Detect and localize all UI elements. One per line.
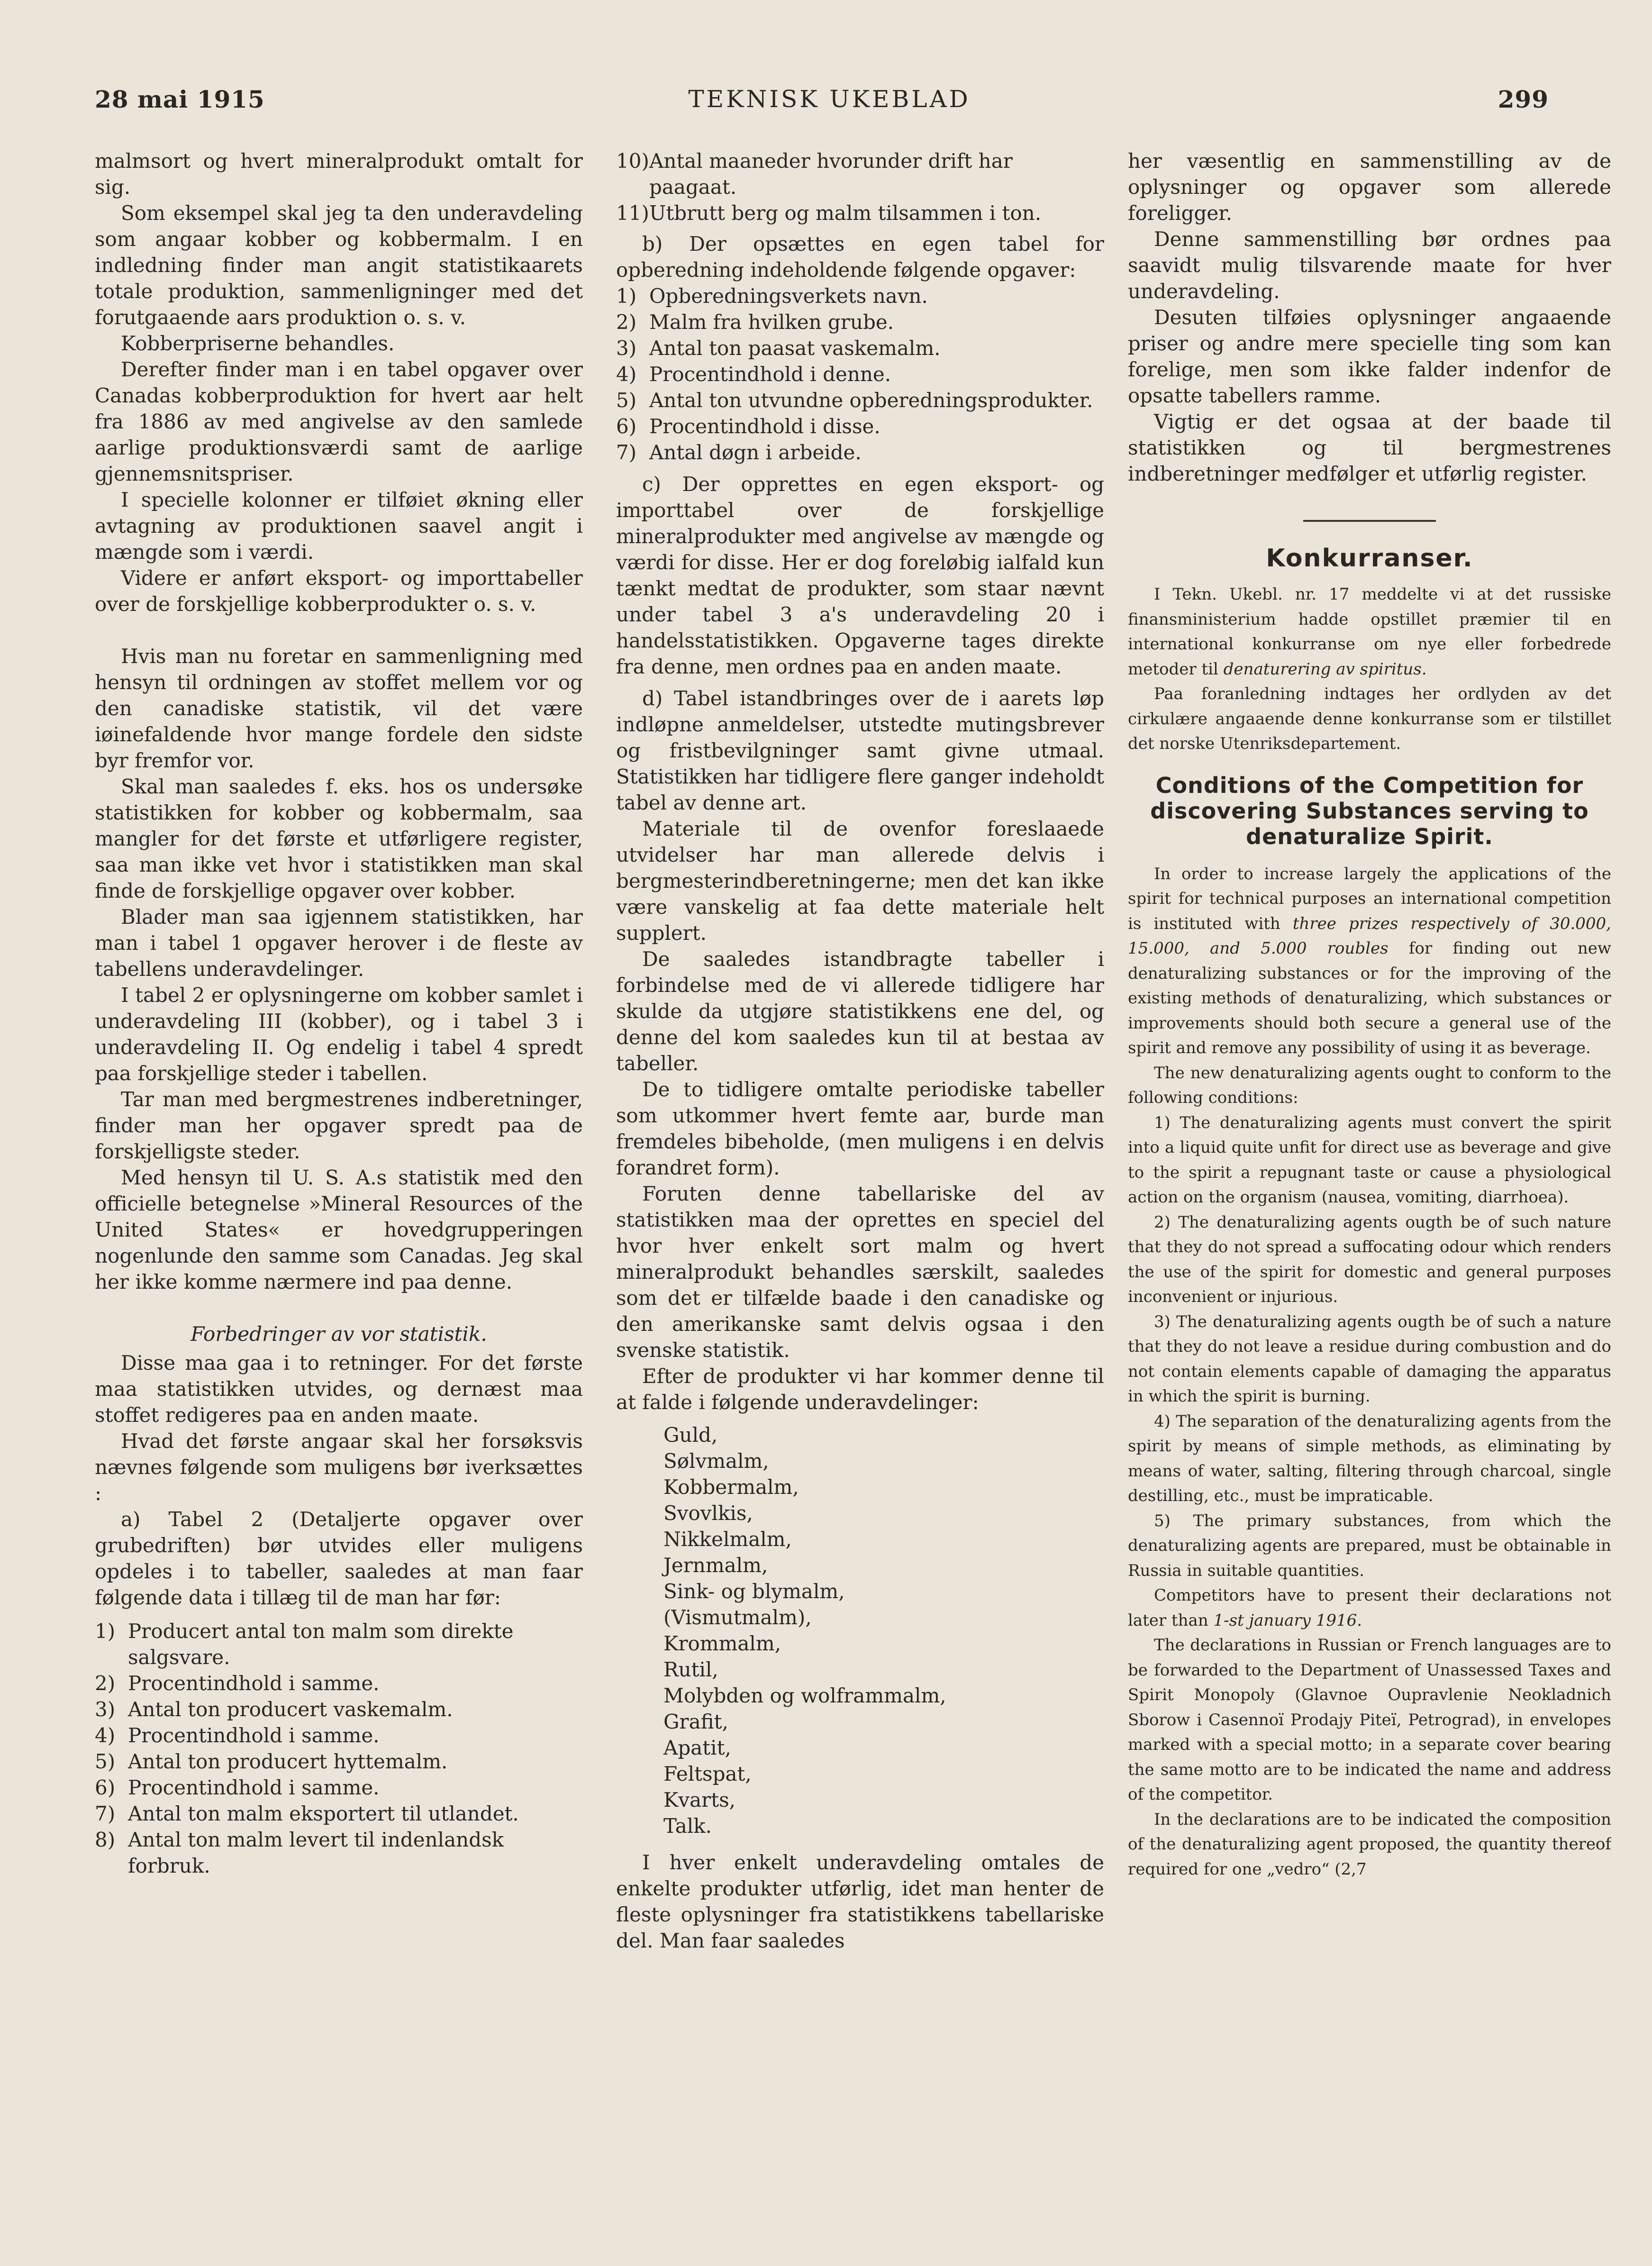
paragraph: I specielle kolonner er tilføiet økning eller avtagning av produktionen saavel angit i mængde som i værdi.	[95, 488, 583, 564]
list-item: Sølvmalm,	[663, 1449, 769, 1473]
list-item: (Vismutmalm),	[663, 1606, 812, 1629]
list-item: Apatit,	[663, 1736, 731, 1759]
product-list	[616, 1422, 1104, 1839]
paragraph: Hvis man nu foretar en sammenligning med hensyn til ordningen av stoffet mellem vor og den canadiske statistik, vil det være iøinefaldende hvor mange fordele den sidste byr fremfor vor.	[95, 645, 583, 772]
column-middle	[616, 148, 1104, 2186]
paragraph: The new denaturalizing agents ought to conform to the following conditions:	[1128, 1063, 1611, 1107]
paragraph: I tabel 2 er oplysningerne om kobber samlet i underavdeling III (kobber), og i tabel 3 i underavdeling II. Og endelig i tabel 4 spredt paa forskjellige steder i tabellen.	[95, 983, 583, 1085]
paragraph: Foruten denne tabellariske del av statistikken maa der oprettes en speciel del hvor hver enkelt sort malm og hvert mineralprodukt behandles særskilt, saaledes som det er tilfælde baade i den canadiske og den amerikanske samt delvis ogsaa i den svenske statistik.	[616, 1182, 1104, 1362]
paragraph: Desuten tilføies oplysninger angaaende priser og andre mere specielle ting som kan forelige, men som ikke falder indenfor de opsatte tabellers ramme.	[1128, 306, 1611, 407]
list-item: 2) Malm fra hvilken grube.	[616, 310, 894, 334]
condition-item: 2) The denaturalizing agents ougth be of such nature that they do not spread a suffocating odour which renders the use of the spirit for domestic and general purposes inconvenient or injurious.	[1128, 1212, 1611, 1306]
page-number: 299	[1498, 85, 1549, 113]
paragraph: Videre er anført eksport- og importtabeller over de forskjellige kobberprodukter o. s. v.	[95, 566, 583, 616]
list-item: Rutil,	[663, 1658, 718, 1681]
paragraph: d) Tabel istandbringes over de i aarets løp indløpne anmeldelser, utstedte mutingsbrever og fristbevilgninger samt givne utmaal. Statistikken har tidligere flere ganger indeholdt tabel av denne art.	[616, 687, 1104, 814]
data-list-a	[95, 1618, 583, 1879]
list-item: Svovlkis,	[663, 1502, 753, 1525]
list-item: 5) Antal ton producert hyttemalm.	[95, 1750, 448, 1773]
list-item: Kobbermalm,	[663, 1475, 799, 1499]
list-item: 3) Antal ton producert vaskemalm.	[95, 1698, 453, 1721]
data-list-b	[616, 283, 1104, 465]
paragraph: Vigtig er det ogsaa at der baade til statistikken og til bergmestrenes indberetninger medfølger et utførlig register.	[1128, 410, 1611, 485]
list-item: 3) Antal ton paasat vaskemalm.	[616, 337, 941, 360]
condition-item: 1) The denaturalizing agents must convert the spirit into a liquid quite unfit for direct use as beverage and give to the spirit a repugnant taste or cause a physiological action on the organism (nausea, vomiting, diarrhoea).	[1128, 1113, 1611, 1207]
paragraph: Skal man saaledes f. eks. hos os undersøke statistikken for kobber og kobbermalm, saa mangler for det første et utførligere register, saa man ikke vet hvor i statistikken man skal finde de forskjellige opgaver over kobber.	[95, 775, 583, 902]
list-item: Feltspat,	[663, 1762, 752, 1785]
list-item: Kvarts,	[663, 1788, 736, 1811]
list-item: 10) Antal maaneder hvorunder drift har paagaat.	[616, 149, 1013, 199]
paragraph: Competitors have to present their declarations not later than 1-st january 1916.	[1128, 1586, 1611, 1630]
paragraph: Materiale til de ovenfor foreslaaede utvidelser har man allerede delvis i bergmesterindberetningerne; men det kan ikke være vanskelig at faa dette materiale helt supplert.	[616, 817, 1104, 945]
paragraph: a) Tabel 2 (Detaljerte opgaver over grubedriften) bør utvides eller muligens opdeles i to tabeller, saaledes at man faar følgende data i tillæg til de man har før:	[95, 1508, 583, 1609]
paragraph: The declarations in Russian or French languages are to be forwarded to the Department of Unassessed Taxes and Spirit Monopoly (Glavnoe Oupravlenie Neokladnich Sborow i Casennoï Prodajy Piteï, Petrograd), in envelopes marked with a special motto; in a separate cover bearing the same motto are to be indicated the name and address of the competitor.	[1128, 1636, 1611, 1804]
list-item: 2) Procentindhold i samme.	[95, 1672, 380, 1695]
paragraph: Denne sammenstilling bør ordnes paa saavidt mulig tilsvarende maate for hver underavdeling.	[1128, 228, 1611, 303]
list-item: 5) Antal ton utvundne opberedningsprodukter.	[616, 389, 1093, 412]
paragraph: In order to increase largely the applications of the spirit for technical purposes an international competition is instituted with three prizes respectively of 30.000, 15.000, and 5.000 roubles for finding out new denaturalizing substances or for the improving of the existing methods of denaturalizing, which substances or improvements should both secure a general use of the spirit and remove any possibility of using it as beverage.	[1128, 864, 1611, 1057]
list-item: Krommalm,	[663, 1632, 781, 1655]
list-item: Molybden og wolframmalm,	[663, 1684, 946, 1707]
list-item: Sink- og blymalm,	[663, 1580, 845, 1603]
section-subheading: Forbedringer av vor statistik.	[191, 1322, 487, 1346]
paragraph: her væsentlig en sammenstilling av de oplysninger og opgaver som allerede foreligger.	[1128, 149, 1611, 225]
column-left	[95, 148, 583, 2186]
paragraph: Blader man saa igjennem statistikken, har man i tabel 1 opgaver herover i de fleste av tabellens underavdelinger.	[95, 905, 583, 981]
paragraph: De saaledes istandbragte tabeller i forbindelse med de vi allerede tidligere har skulde da utgjøre statistikkens ene del, og denne del kom saaledes kun til at bestaa av tabeller.	[616, 947, 1104, 1075]
paragraph: Disse maa gaa i to retninger. For det første maa statistikken utvides, og dernæst maa stoffet redigeres paa en anden maate.	[95, 1351, 583, 1427]
column-right	[1128, 148, 1611, 2186]
paragraph: malmsort og hvert mineralprodukt omtalt for sig.	[95, 149, 583, 199]
section-divider	[1303, 520, 1436, 522]
condition-item: 5) The primary substances, from which the denaturalizing agents are prepared, must be obtainable in Russia in suitable quantities.	[1128, 1511, 1611, 1580]
list-item: Talk.	[663, 1814, 712, 1838]
paragraph: Hvad det første angaar skal her forsøksvis nævnes følgende som muligens bør iverksættes :	[95, 1429, 583, 1505]
paragraph: Som eksempel skal jeg ta den underavdeling som angaar kobber og kobbermalm. I en indledning finder man angit statistikaarets totale produktion, sammenligninger med det forutgaaende aars produktion o. s. v.	[95, 201, 583, 329]
paragraph: Paa foranledning indtages her ordlyden av det cirkulære angaaende denne konkurranse som er tilstillet det norske Utenriksdepartement.	[1128, 684, 1611, 753]
condition-item: 3) The denaturalizing agents ougth be of such a nature that they do not leave a residue during combustion and do not contain elements capable of damaging the apparatus in which the spirit is burning.	[1128, 1312, 1611, 1406]
list-item: 11) Utbrutt berg og malm tilsammen i ton.	[616, 201, 1042, 225]
list-item: 1) Opberedningsverkets navn.	[616, 284, 928, 308]
condition-item: 4) The separation of the denaturalizing agents from the spirit by means of simple methods, as eliminating by means of water, salting, filtering through charcoal, single destilling, etc., must be impraticable.	[1128, 1411, 1611, 1505]
paragraph: c) Der opprettes en egen eksport- og importtabel over de forskjellige mineralprodukter med angivelse av mængde og værdi for disse. Her er dog foreløbig ialfald kun tænkt medtat de produkter, som staar nævnt under tabel 3 a's underavdeling 20 i handelsstatistikken. Opgaverne tages direkte fra denne, men ordnes paa en anden maate.	[616, 473, 1104, 678]
paragraph: Efter de produkter vi har kommer denne til at falde i følgende underavdelinger:	[616, 1365, 1104, 1414]
list-item: Grafit,	[663, 1710, 728, 1733]
section-title-konkurranser: Konkurranser.	[1266, 544, 1473, 573]
list-item: 7) Antal ton malm eksportert til utlandet.	[95, 1802, 519, 1825]
paragraph: b) Der opsættes en egen tabel for opberedning indeholdende følgende opgaver:	[616, 232, 1104, 282]
paragraph: Kobberpriserne behandles.	[121, 332, 395, 355]
paragraph: In the declarations are to be indicated the composition of the denaturalizing agent proposed, the quantity thereof required for one „vedro“ (2,7	[1128, 1810, 1611, 1879]
paragraph: I hver enkelt underavdeling omtales de enkelte produkter utførlig, idet man henter de fleste oplysninger fra statistikkens tabellariske del. Man faar saaledes	[616, 1851, 1104, 1952]
paragraph: De to tidligere omtalte periodiske tabeller som utkommer hvert femte aar, burde man fremdeles bibeholde, (men muligens i en delvis forandret form).	[616, 1078, 1104, 1179]
list-item: 6) Procentindhold i disse.	[616, 415, 880, 438]
list-item: Guld,	[663, 1423, 718, 1447]
journal-title: TEKNISK UKEBLAD	[688, 85, 971, 113]
data-list-a-continued	[616, 148, 1104, 226]
paragraph: Tar man med bergmestrenes indberetninger, finder man her opgaver spredt paa de forskjelligste steder.	[95, 1088, 583, 1163]
paragraph: I Tekn. Ukebl. nr. 17 meddelte vi at det russiske finansministerium hadde opstillet præmier til en international konkurranse om nye eller forbedrede metoder til denaturering av spiritus.	[1128, 585, 1611, 679]
list-item: 4) Procentindhold i samme.	[95, 1724, 380, 1747]
paragraph: Med hensyn til U. S. A.s statistik med den officielle betegnelse »Mineral Resources of the United States« er hovedgrupperingen nogenlunde den samme som Canadas. Jeg skal her ikke komme nærmere ind paa denne.	[95, 1166, 583, 1293]
list-item: Nikkelmalm,	[663, 1528, 792, 1551]
list-item: 6) Procentindhold i samme.	[95, 1776, 380, 1799]
section-title-conditions: Conditions of the Competition for discovering Substances serving to denaturalize Spirit.	[1150, 772, 1589, 849]
list-item: 7) Antal døgn i arbeide.	[616, 441, 862, 464]
list-item: 1) Producert antal ton malm som direkte salgsvare.	[95, 1620, 514, 1669]
issue-date: 28 mai 1915	[95, 85, 265, 113]
list-item: Jernmalm,	[663, 1554, 768, 1577]
list-item: 4) Procentindhold i denne.	[616, 363, 891, 386]
paragraph: Derefter finder man i en tabel opgaver over Canadas kobberproduktion for hvert aar helt fra 1886 av med angivelse av den samlede aarlige produktionsværdi samt de aarlige gjennemsnitspriser.	[95, 358, 583, 485]
list-item: 8) Antal ton malm levert til indenlandsk forbruk.	[95, 1828, 504, 1877]
